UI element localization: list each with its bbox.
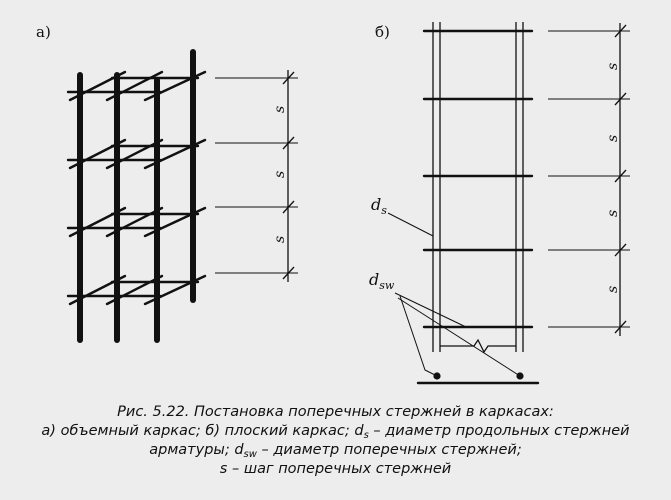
panel-a-label: а) [36,23,51,41]
caption-dsw-subscript: sw [243,449,257,460]
d-symbol: d [371,195,382,214]
caption-line-3-tail: – диаметр поперечных стержней; [256,442,522,458]
caption-ds-subscript: s [363,430,369,441]
spacing-label: s [605,285,621,293]
panel-b-label: б) [375,23,390,41]
longitudinal-bars-flat [433,22,523,352]
break-line [440,340,516,352]
dimension-chain-a [215,70,298,282]
svg-text:ds [371,195,387,217]
d-symbol: d [369,270,380,289]
flat-cage [424,22,532,352]
caption-line-1: Рис. 5.22. Постановка поперечных стержней в каркасах: [117,404,554,420]
dimension-chain-b [548,23,630,336]
ds-leader [388,213,433,236]
spacing-label: s [272,235,288,243]
transverse-rods-level-1 [68,72,205,100]
cross-section [418,372,538,383]
dsw-leader [395,293,466,327]
spacing-label: s [272,105,288,113]
caption-line-3-text: арматуры; d [149,442,244,458]
caption-line-4: s – шаг поперечных стержней [219,461,452,477]
svg-text:dsw [369,270,395,292]
caption-line-2 [0,422,671,441]
spatial-cage [68,52,205,340]
dsw-label [369,270,520,376]
ds-subscript: s [381,204,387,217]
caption-line-2-tail: – диаметр продольных стержней [368,423,630,439]
spacing-label: s [605,209,621,217]
transverse-rods-level-4 [68,276,205,304]
ds-label [371,195,433,236]
dsw-leader-section [398,298,520,376]
dsw-leader-section [400,296,437,376]
spacing-label: s [605,134,621,142]
figure-caption [0,403,671,479]
transverse-rods-level-3 [68,208,205,236]
caption-line-2-text: а) объемный каркас; б) плоский каркас; d [41,423,364,439]
dsw-subscript: sw [379,279,395,292]
caption-line-3 [0,441,671,460]
spacing-label: s [605,62,621,70]
spacing-label: s [272,170,288,178]
transverse-rods-level-2 [68,140,205,168]
